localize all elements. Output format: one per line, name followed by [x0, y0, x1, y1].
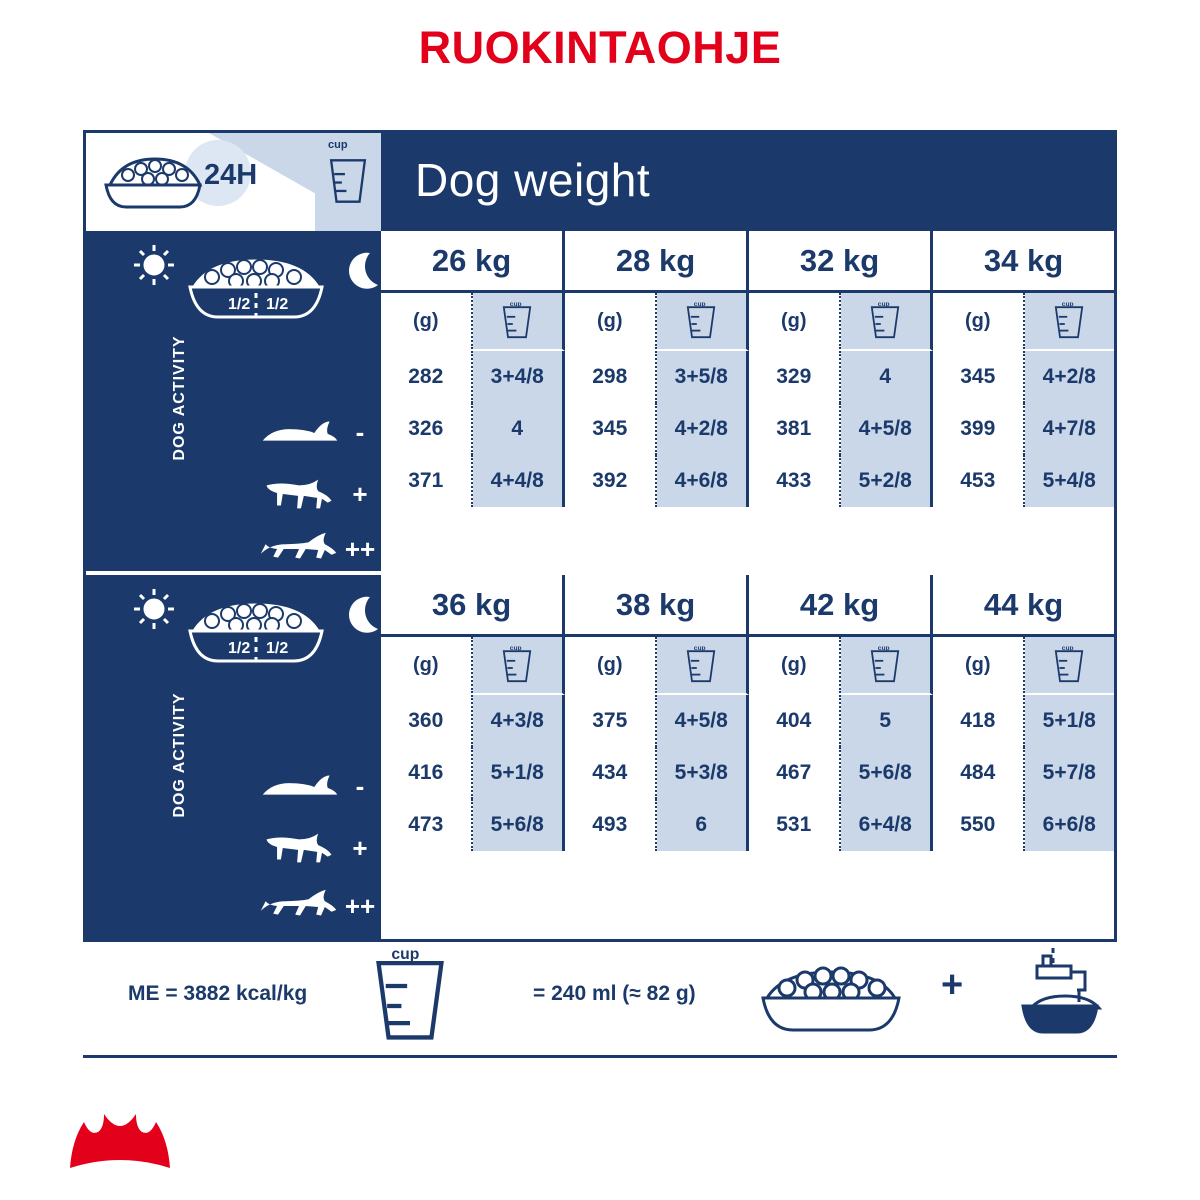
header-cup-cell [315, 133, 381, 231]
value-group [749, 747, 933, 799]
footer [83, 942, 1117, 1054]
weight-cell: 44 kg [933, 575, 1114, 637]
cup-icon [867, 298, 903, 344]
svg-text:cup: cup [510, 645, 522, 652]
weight-cell: 42 kg [749, 575, 933, 637]
value-group [381, 455, 565, 507]
unit-grams: (g) [933, 293, 1025, 349]
unit-cup [473, 293, 563, 349]
grams-value: 473 [381, 799, 473, 851]
activity-level-high-2: ++ [344, 890, 376, 921]
grams-value: 345 [565, 403, 657, 455]
bowl-day-night-icon [132, 587, 382, 677]
cup-value: 5+1/8 [473, 747, 563, 799]
cup-value: 4 [473, 403, 563, 455]
svg-text:cup: cup [391, 946, 420, 963]
bowl-24h-icon [100, 139, 290, 225]
dog-activity-label-2: DOG ACTIVITY [171, 692, 188, 818]
cup-icon-label: cup [328, 139, 348, 151]
moon-icon [349, 253, 378, 289]
unit-grams: (g) [381, 637, 473, 693]
grams-value: 345 [933, 351, 1025, 403]
activity-level-mid-2: + [352, 832, 368, 863]
value-group [565, 799, 749, 851]
grams-value: 360 [381, 695, 473, 747]
dog-weight-title: Dog weight [415, 154, 651, 206]
bowl-day-night-icon [132, 243, 382, 333]
grams-value: 399 [933, 403, 1025, 455]
activity-level-low-2: - [355, 770, 365, 801]
table-row [381, 799, 1114, 851]
sun-icon [134, 589, 174, 629]
unit-group [933, 293, 1114, 351]
svg-text:cup: cup [1062, 645, 1074, 652]
unit-group [749, 293, 933, 351]
activity-level-high-1: ++ [344, 533, 376, 564]
side-panel-block-1 [86, 231, 381, 571]
weight-row-2 [381, 575, 1114, 637]
unit-cup [841, 293, 931, 349]
svg-text:1/2: 1/2 [228, 640, 251, 657]
cup-value: 6 [657, 799, 747, 851]
cup-icon [1051, 298, 1087, 344]
value-group [565, 695, 749, 747]
cup-value: 5+3/8 [657, 747, 747, 799]
cup-value: 5+4/8 [1025, 455, 1115, 507]
unit-cup [1025, 293, 1115, 349]
dog-activity-label-1: DOG ACTIVITY [171, 335, 188, 461]
unit-grams: (g) [933, 637, 1025, 693]
grams-value: 326 [381, 403, 473, 455]
value-group [933, 747, 1114, 799]
value-group [565, 747, 749, 799]
dog-running-icon [257, 532, 343, 566]
grams-value: 392 [565, 455, 657, 507]
activity-level-mid-1: + [352, 478, 368, 509]
cup-value: 6+4/8 [841, 799, 931, 851]
value-group [749, 799, 933, 851]
weight-cell: 38 kg [565, 575, 749, 637]
moon-icon [349, 597, 378, 633]
unit-group [565, 293, 749, 351]
activity-row-mid-1 [227, 468, 377, 520]
svg-text:cup: cup [1062, 301, 1074, 308]
grams-value: 433 [749, 455, 841, 507]
weight-cell: 32 kg [749, 231, 933, 293]
value-group [381, 799, 565, 851]
unit-group [749, 637, 933, 695]
cup-value: 5 [841, 695, 931, 747]
activity-row-mid-2 [227, 822, 377, 874]
weight-cell: 36 kg [381, 575, 565, 637]
water-bowl-faucet-icon [993, 944, 1103, 1044]
feeding-table [83, 130, 1117, 942]
cup-icon [325, 151, 371, 211]
unit-row-2 [381, 637, 1114, 695]
activity-level-low-1: - [355, 416, 365, 447]
value-group [749, 351, 933, 403]
grams-value: 282 [381, 351, 473, 403]
weight-row-1 [381, 231, 1114, 293]
grams-value: 375 [565, 695, 657, 747]
svg-text:cup: cup [694, 301, 706, 308]
grams-value: 484 [933, 747, 1025, 799]
weight-cell: 34 kg [933, 231, 1114, 293]
grams-value: 531 [749, 799, 841, 851]
grams-value: 418 [933, 695, 1025, 747]
unit-cup [657, 293, 747, 349]
value-group [381, 351, 565, 403]
value-group [381, 695, 565, 747]
cup-value: 5+6/8 [473, 799, 563, 851]
svg-text:cup: cup [510, 301, 522, 308]
weight-cell: 26 kg [381, 231, 565, 293]
weight-cell: 28 kg [565, 231, 749, 293]
dog-lying-icon [257, 415, 343, 449]
cup-value: 4 [841, 351, 931, 403]
grams-value: 467 [749, 747, 841, 799]
svg-text:cup: cup [878, 301, 890, 308]
unit-group [565, 637, 749, 695]
activity-row-low-2 [227, 760, 377, 812]
cup-icon [683, 642, 719, 688]
table-row [381, 695, 1114, 747]
cup-value: 4+4/8 [473, 455, 563, 507]
cup-value: 5+7/8 [1025, 747, 1115, 799]
cup-value: 4+7/8 [1025, 403, 1115, 455]
plus-sign: + [941, 964, 964, 1006]
page-title: RUOKINTAOHJE [418, 22, 782, 73]
royal-canin-crown-logo [60, 1098, 180, 1178]
unit-group [381, 293, 565, 351]
grams-value: 371 [381, 455, 473, 507]
svg-text:1/2: 1/2 [266, 296, 289, 313]
value-group [933, 695, 1114, 747]
cup-value: 4+6/8 [657, 455, 747, 507]
cup-value: 4+5/8 [841, 403, 931, 455]
unit-grams: (g) [381, 293, 473, 349]
cup-value: 4+2/8 [1025, 351, 1115, 403]
svg-text:cup: cup [694, 645, 706, 652]
value-group [749, 403, 933, 455]
data-block-2 [381, 575, 1114, 941]
cup-value: 3+5/8 [657, 351, 747, 403]
grams-value: 453 [933, 455, 1025, 507]
table-row [381, 747, 1114, 799]
value-group [565, 351, 749, 403]
duration-label: 24H [204, 159, 258, 191]
grams-value: 416 [381, 747, 473, 799]
side-panel-block-2 [86, 575, 381, 941]
cup-value: 4+5/8 [657, 695, 747, 747]
unit-grams: (g) [565, 293, 657, 349]
cup-value: 4+2/8 [657, 403, 747, 455]
table-row [381, 455, 1114, 507]
dog-standing-icon [257, 831, 343, 865]
cup-value: 5+2/8 [841, 455, 931, 507]
grams-value: 381 [749, 403, 841, 455]
unit-cup [473, 637, 563, 693]
grams-value: 329 [749, 351, 841, 403]
dog-lying-icon [257, 769, 343, 803]
unit-grams: (g) [749, 637, 841, 693]
svg-text:cup: cup [878, 645, 890, 652]
cup-equivalent: = 240 ml (≈ 82 g) [533, 982, 696, 1005]
cup-icon [867, 642, 903, 688]
value-group [381, 747, 565, 799]
table-row [381, 351, 1114, 403]
value-group [565, 455, 749, 507]
unit-cup [1025, 637, 1115, 693]
food-bowl-icon [743, 954, 943, 1044]
metabolizable-energy: ME = 3882 kcal/kg [128, 982, 308, 1005]
dog-standing-icon [257, 477, 343, 511]
cup-icon [1051, 642, 1087, 688]
activity-row-high-1 [227, 523, 377, 575]
svg-text:1/2: 1/2 [228, 296, 251, 313]
table-header [86, 133, 1114, 231]
sun-icon [134, 245, 174, 285]
dog-running-icon [257, 889, 343, 923]
value-group [933, 403, 1114, 455]
value-group [933, 799, 1114, 851]
unit-grams: (g) [749, 293, 841, 349]
unit-grams: (g) [565, 637, 657, 693]
value-group [565, 403, 749, 455]
footer-divider [83, 1055, 1117, 1058]
cup-value: 6+6/8 [1025, 799, 1115, 851]
grams-value: 298 [565, 351, 657, 403]
cup-icon [499, 642, 535, 688]
activity-row-high-2 [227, 880, 377, 932]
grams-value: 434 [565, 747, 657, 799]
grams-value: 493 [565, 799, 657, 851]
value-group [933, 455, 1114, 507]
cup-value: 5+1/8 [1025, 695, 1115, 747]
value-group [749, 455, 933, 507]
unit-group [933, 637, 1114, 695]
dog-weight-header [381, 133, 1114, 231]
value-group [933, 351, 1114, 403]
cup-value: 3+4/8 [473, 351, 563, 403]
unit-row-1 [381, 293, 1114, 351]
table-row [381, 403, 1114, 455]
unit-group [381, 637, 565, 695]
cup-value: 5+6/8 [841, 747, 931, 799]
unit-cup [841, 637, 931, 693]
cup-icon [683, 298, 719, 344]
unit-cup [657, 637, 747, 693]
svg-text:1/2: 1/2 [266, 640, 289, 657]
activity-row-low-1 [227, 406, 377, 458]
value-group [381, 403, 565, 455]
cup-value: 4+3/8 [473, 695, 563, 747]
grams-value: 550 [933, 799, 1025, 851]
cup-icon [366, 946, 454, 1046]
grams-value: 404 [749, 695, 841, 747]
value-group [749, 695, 933, 747]
data-block-1 [381, 231, 1114, 571]
cup-icon [499, 298, 535, 344]
